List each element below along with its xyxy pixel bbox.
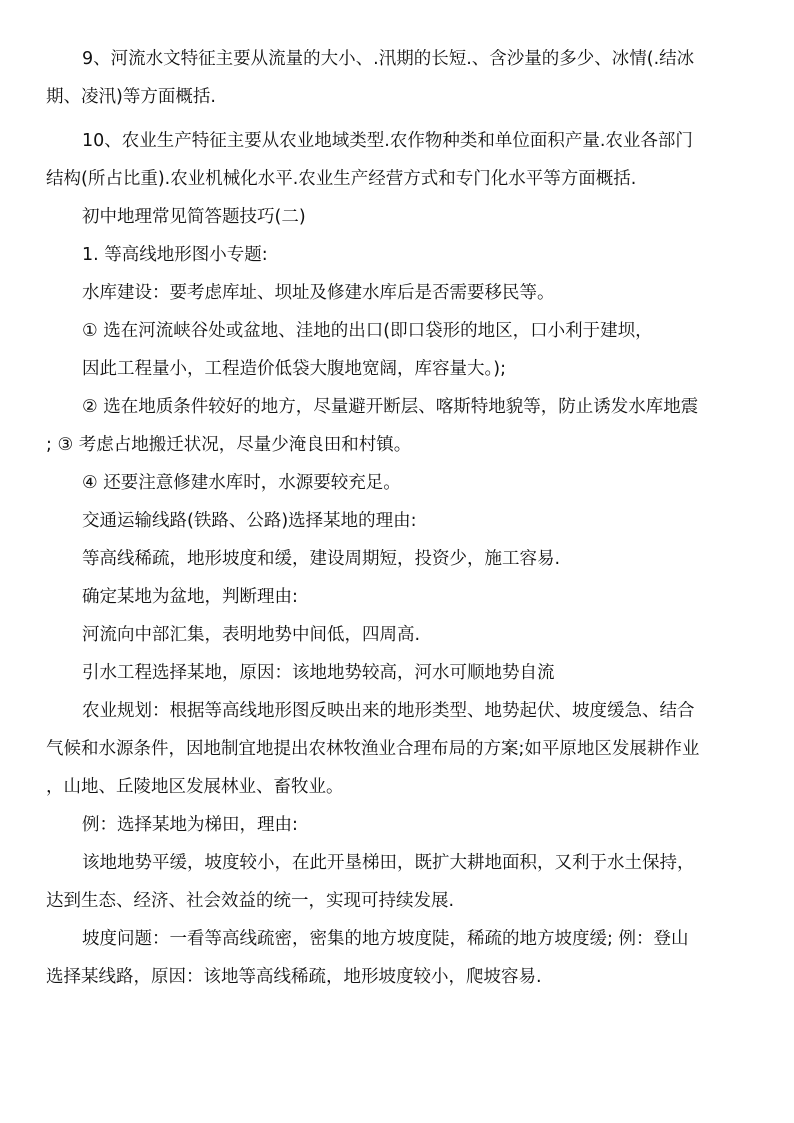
text-line: 结构(所占比重).农业机械化水平.农业生产经营方式和专门化水平等方面概括. xyxy=(46,169,637,189)
text-line: 水库建设：要考虑库址、坝址及修建水库后是否需要移民等。 xyxy=(82,283,555,303)
paragraph-water-diversion xyxy=(46,654,749,692)
text-line: 10、农业生产特征主要从农业地域类型.农作物种类和单位面积产量.农业各部门 xyxy=(82,131,693,151)
paragraph-basin-reason xyxy=(46,616,749,654)
text-line: 农业规划：根据等高线地形图反映出来的地形类型、地势起伏、坡度缓急、结合 xyxy=(82,701,695,721)
subsection-heading xyxy=(46,236,749,274)
paragraph-10-agriculture xyxy=(46,122,749,198)
paragraph-reservoir-point-4 xyxy=(46,464,749,502)
text-line: 等高线稀疏，地形坡度和缓，建设周期短，投资少，施工容易. xyxy=(82,549,561,569)
paragraph-reservoir xyxy=(46,274,749,312)
text-line: ; ③ 考虑占地搬迁状况，尽量少淹良田和村镇。 xyxy=(46,435,412,455)
text-line: ④ 还要注意修建水库时，水源要较充足。 xyxy=(82,473,401,493)
document-page xyxy=(46,40,749,996)
text-line: 例：选择某地为梯田，理由: xyxy=(82,815,298,835)
paragraph-transport xyxy=(46,502,749,540)
paragraph-transport-reason xyxy=(46,540,749,578)
text-line: 气候和水源条件，因地制宜地提出农林牧渔业合理布局的方案;如平原地区发展耕作业 xyxy=(46,739,700,759)
paragraph-reservoir-point-2-3 xyxy=(46,388,749,464)
text-line: 确定某地为盆地，判断理由: xyxy=(82,587,298,607)
text-line: 初中地理常见简答题技巧(二) xyxy=(82,207,306,227)
text-line: 坡度问题：一看等高线疏密，密集的地方坡度陡，稀疏的地方坡度缓; 例：登山 xyxy=(82,929,689,949)
text-line: 9、河流水文特征主要从流量的大小、.汛期的长短.、含沙量的多少、冰情(.结冰 xyxy=(82,49,695,69)
section-heading xyxy=(46,198,749,236)
text-line: 河流向中部汇集，表明地势中间低，四周高. xyxy=(82,625,421,645)
paragraph-agriculture-planning xyxy=(46,692,749,806)
text-line: ② 选在地质条件较好的地方，尽量避开断层、喀斯特地貌等，防止诱发水库地震 xyxy=(82,397,699,417)
text-line: 期、凌汛)等方面概括. xyxy=(46,87,216,107)
paragraph-example-terrace xyxy=(46,806,749,844)
paragraph-reservoir-point-1 xyxy=(46,312,749,388)
paragraph-terrace-reason xyxy=(46,844,749,920)
text-line: 1. 等高线地形图小专题: xyxy=(82,245,268,265)
text-line: 选择某线路，原因：该地等高线稀疏，地形坡度较小，爬坡容易. xyxy=(46,967,542,987)
paragraph-9-hydrology xyxy=(46,40,749,116)
text-line: ，山地、丘陵地区发展林业、畜牧业。 xyxy=(46,777,344,797)
paragraph-basin xyxy=(46,578,749,616)
paragraph-slope xyxy=(46,920,749,996)
text-line: 引水工程选择某地，原因：该地地势较高，河水可顺地势自流 xyxy=(82,663,555,683)
text-line: ① 选在河流峡谷处或盆地、洼地的出口(即口袋形的地区，口小利于建坝， xyxy=(82,321,653,341)
text-line: 该地地势平缓，坡度较小，在此开垦梯田，既扩大耕地面积，又利于水土保持， xyxy=(82,853,695,873)
text-line: 达到生态、经济、社会效益的统一，实现可持续发展. xyxy=(46,891,455,911)
text-line: 因此工程量小，工程造价低袋大腹地宽阔，库容量大。); xyxy=(82,359,506,379)
text-line: 交通运输线路(铁路、公路)选择某地的理由: xyxy=(82,511,417,531)
